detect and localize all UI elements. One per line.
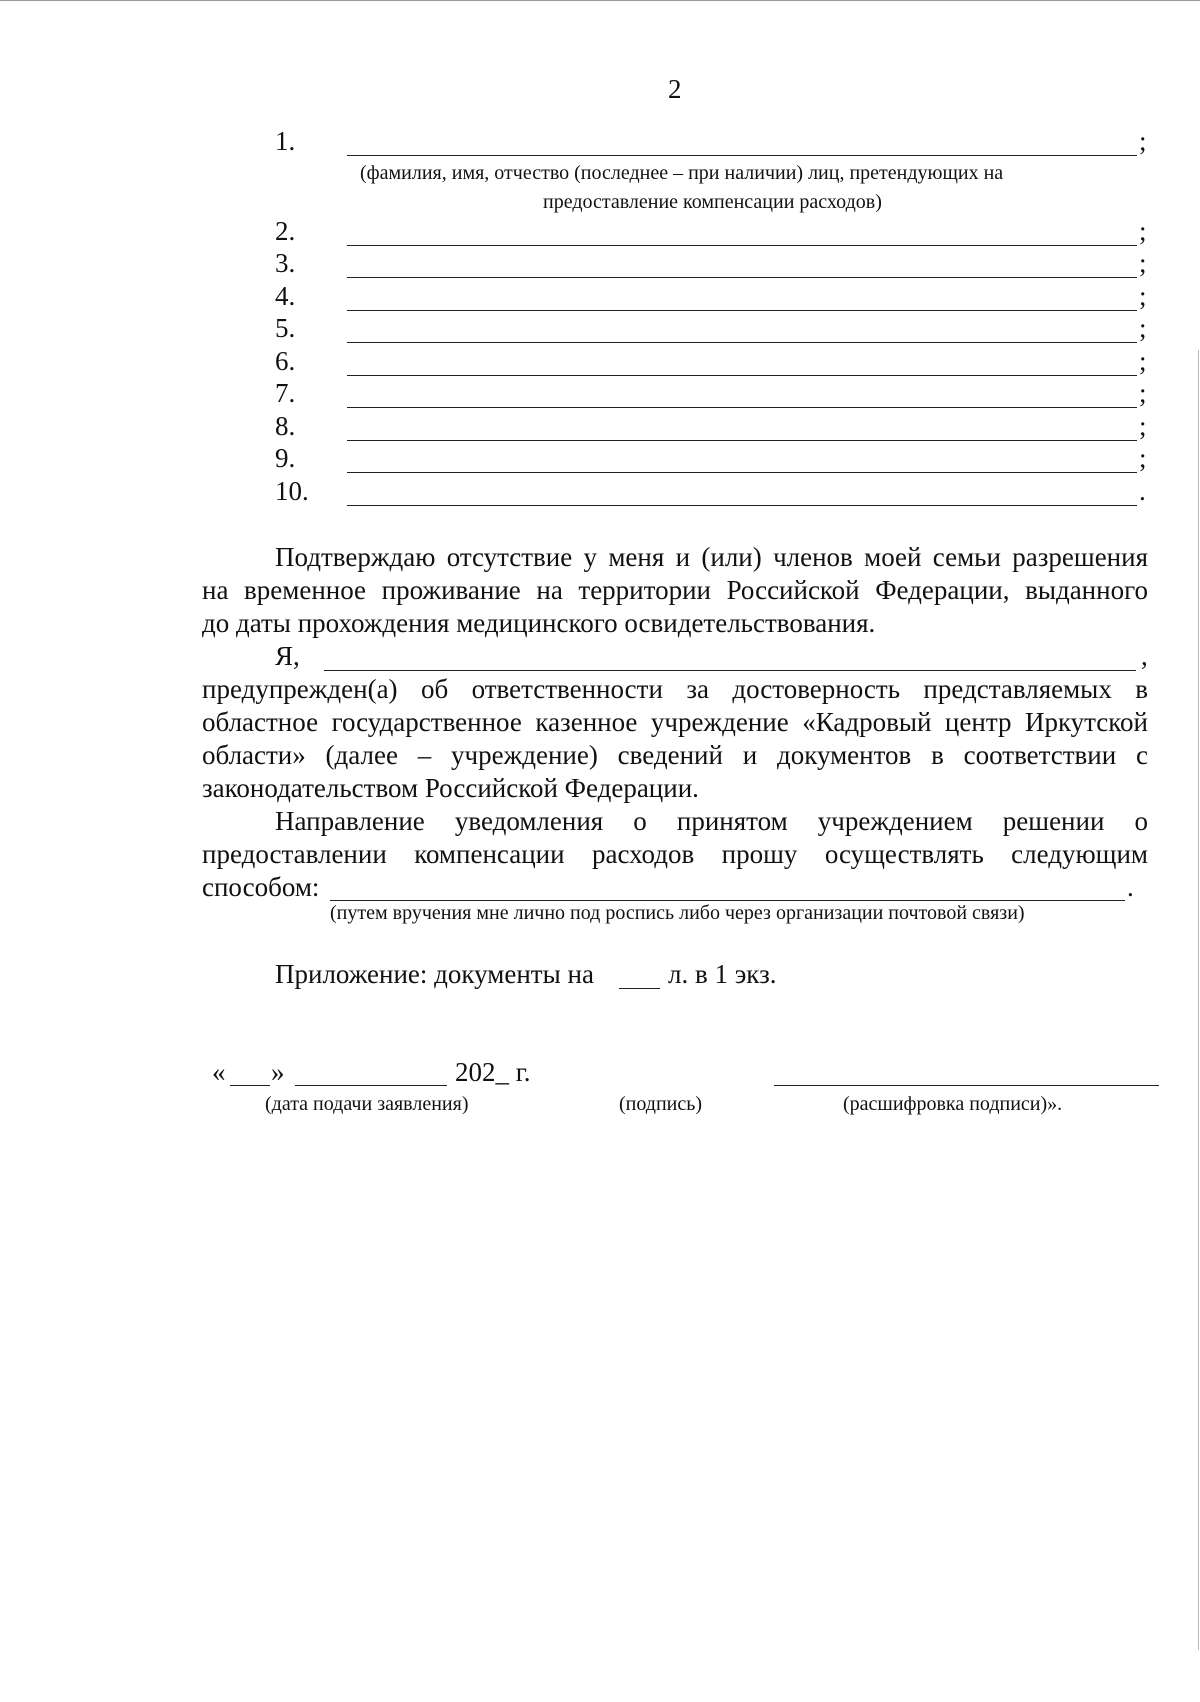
list-item-number: 7. — [275, 378, 296, 408]
list-item-blank — [347, 310, 1137, 311]
list-item-number: 8. — [275, 411, 296, 441]
list-item-number: 5. — [275, 313, 296, 343]
list-item-end: . — [1139, 476, 1146, 506]
declarant-suffix: , — [1141, 641, 1148, 671]
list-item-end: ; — [1139, 248, 1147, 278]
date-caption: (дата подачи заявления) — [265, 1093, 469, 1115]
date-day-blank — [230, 1085, 270, 1086]
date-quote-open: « — [212, 1057, 226, 1087]
signature-decode-caption: (расшифровка подписи)». — [843, 1093, 1063, 1115]
date-year: 202_ г. — [455, 1057, 531, 1087]
list-item-blank — [347, 440, 1137, 441]
list-item-blank — [347, 245, 1137, 246]
list-item-number: 1. — [275, 126, 296, 156]
list-item-number: 6. — [275, 346, 296, 376]
list-caption-line1: (фамилия, имя, отчество (последнее – при наличии) лиц, претендующих на — [360, 162, 1004, 184]
warning-paragraph-line: законодательством Российской Федерации. — [202, 773, 699, 803]
notify-method-caption: (путем вручения мне лично под роспись либо через организации почтовой связи) — [330, 902, 1025, 924]
date-month-blank — [295, 1085, 447, 1086]
list-item-end: ; — [1139, 411, 1147, 441]
list-item-end: ; — [1139, 346, 1147, 376]
list-item-blank — [347, 155, 1137, 156]
signature-decode-blank — [774, 1085, 1159, 1086]
list-item-number: 2. — [275, 216, 296, 246]
signature-caption: (подпись) — [619, 1093, 703, 1115]
list-caption-line2: предоставление компенсации расходов) — [543, 191, 882, 213]
list-item-number: 3. — [275, 248, 296, 278]
confirm-paragraph-line: до даты прохождения медицинского освидетельствования. — [202, 608, 876, 638]
list-item-blank — [347, 472, 1137, 473]
confirm-paragraph-line: Подтверждаю отсутствие у меня и (или) членов моей семьи разрешения — [275, 542, 1148, 572]
list-item-blank — [347, 407, 1137, 408]
notify-paragraph-line: Направление уведомления о принятом учреждением решении о — [275, 806, 1148, 836]
list-item-blank — [347, 505, 1137, 506]
list-item-number: 4. — [275, 281, 296, 311]
warning-paragraph-line: областное государственное казенное учреждение «Кадровый центр Иркутской — [202, 707, 1148, 737]
list-item-blank — [347, 277, 1137, 278]
list-item-end: ; — [1139, 281, 1147, 311]
page-number: 2 — [668, 74, 682, 104]
attachment-pages-blank — [619, 988, 660, 989]
list-item-number: 9. — [275, 443, 296, 473]
list-item-end: ; — [1139, 216, 1147, 246]
date-quote-close: » — [271, 1057, 285, 1087]
notify-method-end: . — [1127, 872, 1134, 902]
scan-top-edge — [0, 0, 1200, 1]
list-item-blank — [347, 342, 1137, 343]
list-item-end: ; — [1139, 313, 1147, 343]
list-item-number: 10. — [275, 476, 309, 506]
scan-right-edge — [1198, 350, 1199, 1650]
attachment-text-before: Приложение: документы на — [275, 959, 594, 989]
list-item-end: ; — [1139, 378, 1147, 408]
confirm-paragraph-line: на временное проживание на территории Российской Федерации, выданного — [202, 575, 1148, 605]
list-item-end: ; — [1139, 126, 1147, 156]
notify-method-blank — [330, 900, 1125, 901]
notify-method-label: способом: — [202, 872, 320, 902]
warning-paragraph-line: области» (далее – учреждение) сведений и документов в соответствии с — [202, 740, 1148, 770]
declarant-name-blank — [324, 670, 1136, 671]
warning-paragraph-line: предупрежден(а) об ответственности за достоверность представляемых в — [202, 674, 1148, 704]
declarant-prefix: Я, — [275, 641, 300, 671]
list-item-end: ; — [1139, 443, 1147, 473]
attachment-text-after: л. в 1 экз. — [668, 959, 777, 989]
notify-paragraph-line: предоставлении компенсации расходов прошу осуществлять следующим — [202, 839, 1148, 869]
list-item-blank — [347, 375, 1137, 376]
